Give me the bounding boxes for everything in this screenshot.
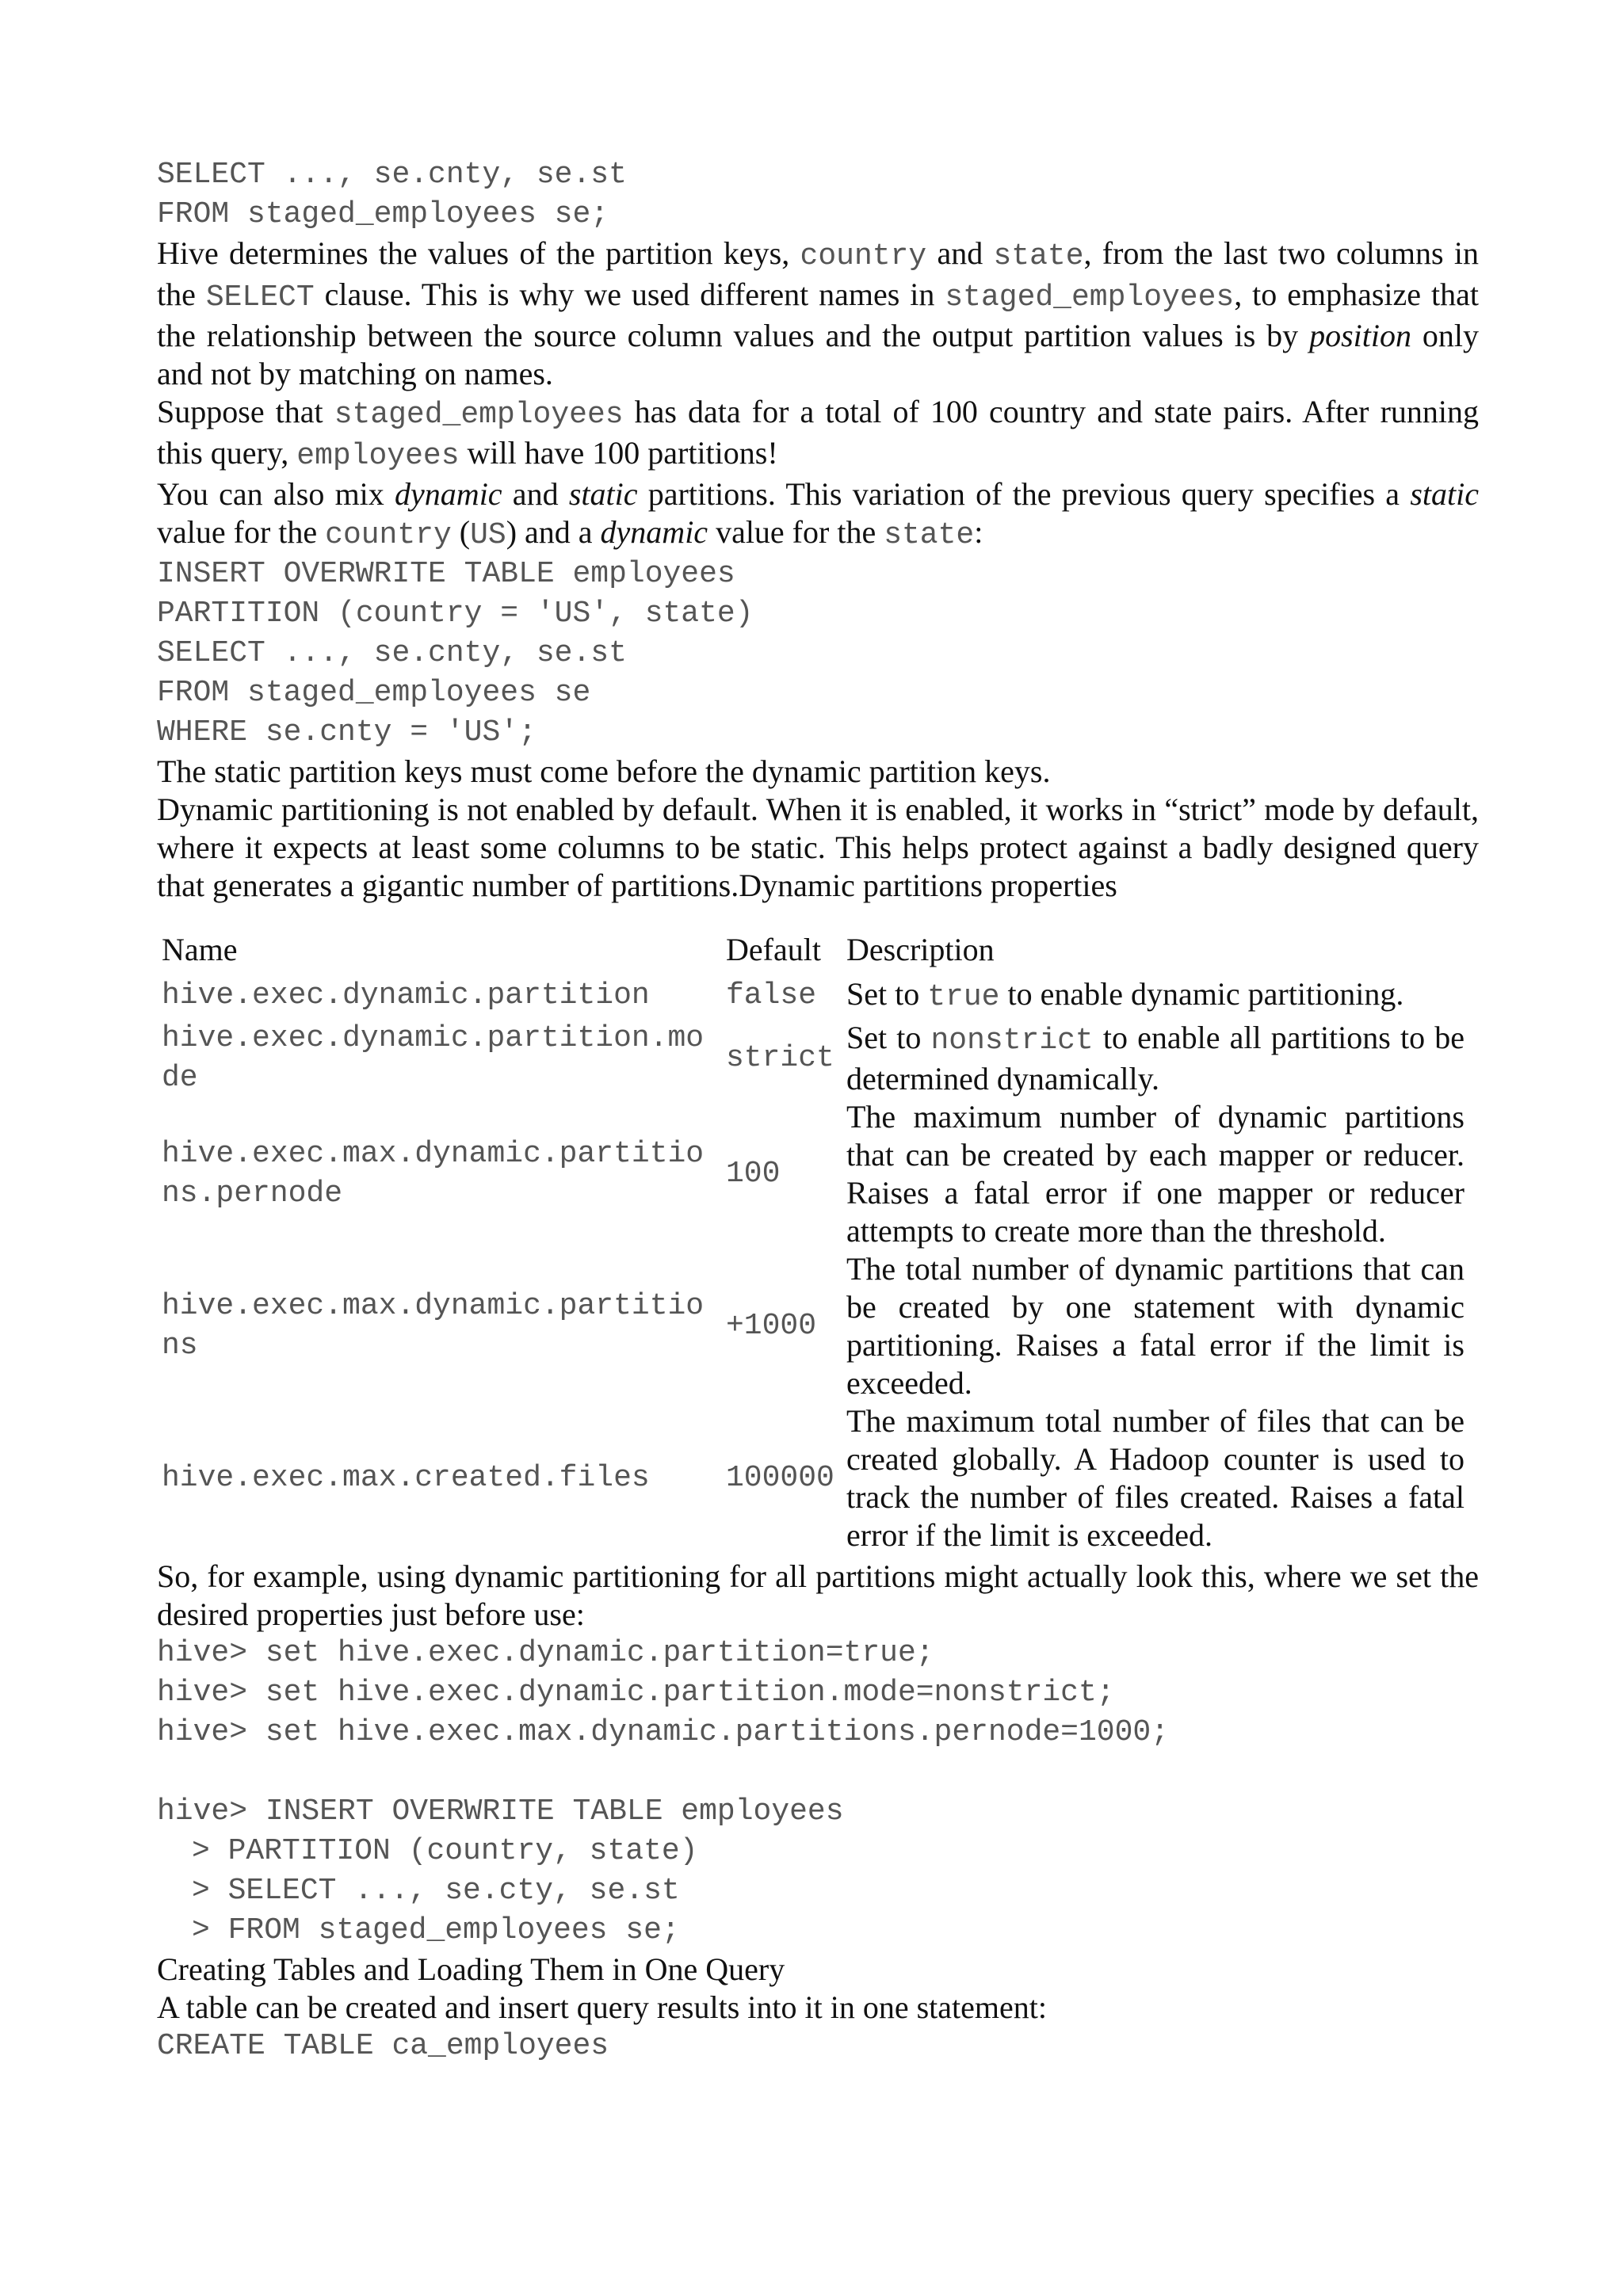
text-run: to enable all partitions to be determined dynamically. (846, 1020, 1465, 1097)
property-description: The total number of dynamic partitions that can be created by one statement with dynamic partitioning. Raises a fatal error if the limit is exceeded. (846, 1251, 1465, 1401)
property-default: +1000 (726, 1309, 817, 1343)
inline-code: country (325, 518, 452, 552)
code-line: hive> set hive.exec.max.dynamic.partitions.pernode=1000; (157, 1715, 1170, 1749)
text-run: and (502, 476, 569, 512)
property-name: hive.exec.max.dynamic.partitions.pernode (162, 1137, 705, 1211)
property-description (842, 973, 1469, 1019)
paragraph-static-before-dynamic: The static partition keys must come before the dynamic partition keys. (157, 753, 1051, 789)
emphasis: dynamic (600, 514, 708, 550)
inline-code: staged_employees (945, 280, 1235, 315)
code-line: hive> INSERT OVERWRITE TABLE employees (157, 1794, 844, 1829)
code-line: WHERE se.cnty = 'US'; (157, 715, 537, 749)
inline-code: staged_employees (334, 398, 624, 432)
property-description (842, 1019, 1469, 1098)
inline-code: nonstrict (930, 1024, 1094, 1058)
property-name: hive.exec.max.created.files (162, 1461, 650, 1495)
text-run: value for the (157, 514, 326, 550)
code-line: CREATE TABLE ca_employees (157, 2029, 609, 2063)
code-block-set-properties (157, 1634, 1479, 1753)
text-run: will have 100 partitions! (459, 435, 778, 471)
inline-code: state (993, 239, 1084, 273)
table-row (157, 973, 1469, 1019)
text-run: ) and a (506, 514, 601, 550)
property-name: hive.exec.dynamic.partition.mode (162, 1021, 705, 1095)
property-name: hive.exec.max.dynamic.partitions (162, 1289, 705, 1363)
paragraph-100-partitions (157, 393, 1479, 475)
text-run: , to emphasize that the relationship between the source column values and the output partition values is by (157, 277, 1479, 353)
code-line: > PARTITION (country, state) (192, 1834, 698, 1868)
text-run: , from the last two columns in the (157, 235, 1479, 312)
table-header-name: Name (162, 932, 238, 967)
spacer (157, 1753, 1479, 1792)
table-header-description: Description (846, 932, 995, 967)
document-page (157, 155, 1479, 2066)
table-row (157, 1098, 1469, 1250)
text-run: Set to (846, 1020, 931, 1055)
property-name: hive.exec.dynamic.partition (162, 978, 650, 1013)
paragraph-example-intro: So, for example, using dynamic partitioning for all partitions might actually look this, where we set the desired properties just before use: (157, 1558, 1479, 1632)
emphasis: position (1309, 318, 1411, 353)
table-header-row (157, 927, 1469, 973)
property-default: strict (726, 1041, 834, 1075)
code-line: > SELECT ..., se.cty, se.st (192, 1874, 680, 1908)
text-run: only and not by matching on names. (157, 318, 1479, 391)
code-block-static-dynamic (157, 555, 1479, 753)
properties-table (157, 927, 1469, 1554)
code-line: FROM staged_employees se; (157, 197, 609, 231)
emphasis: static (1410, 476, 1479, 512)
property-description: The maximum number of dynamic partitions that can be created by each mapper or reducer. Raises a fatal error if one mapper or reducer attempts to create more than the threshold. (846, 1099, 1465, 1249)
paragraph-partition-keys (157, 235, 1479, 393)
paragraph-mix-partitions (157, 475, 1479, 555)
code-line: FROM staged_employees se (157, 676, 591, 710)
inline-code: SELECT (205, 280, 315, 315)
text-run: You can also mix (157, 476, 395, 512)
text-run: clause. This is why we used different names in (314, 277, 945, 312)
table-row (157, 1250, 1469, 1402)
section-heading: Creating Tables and Loading Them in One Query (157, 1951, 785, 1987)
text-run: partitions. This variation of the previous query specifies a (637, 476, 1411, 512)
code-line: hive> set hive.exec.dynamic.partition.mode=nonstrict; (157, 1676, 1115, 1710)
code-line: INSERT OVERWRITE TABLE employees (157, 557, 735, 591)
inline-code: employees (296, 439, 460, 473)
text-run: to enable dynamic partitioning. (999, 976, 1404, 1012)
inline-code: state (884, 518, 975, 552)
code-line: > FROM staged_employees se; (192, 1913, 680, 1947)
paragraph-create-insert: A table can be created and insert query results into it in one statement: (157, 1989, 1047, 2025)
code-line: SELECT ..., se.cnty, se.st (157, 158, 627, 192)
property-description: The maximum total number of files that can be created globally. A Hadoop counter is used to track the number of files created. Raises a fatal error if the limit is exceeded. (846, 1403, 1465, 1553)
emphasis: static (568, 476, 638, 512)
text-run: value for the (708, 514, 884, 550)
table-row (157, 1019, 1469, 1098)
text-run: and (926, 235, 994, 271)
inline-code: true (927, 980, 1000, 1014)
text-run: ( (451, 514, 471, 550)
text-run: Hive determines the values of the partition keys, (157, 235, 800, 271)
text-run: Set to (846, 976, 928, 1012)
inline-code: US (470, 518, 506, 552)
code-block-create-table (157, 2027, 1479, 2066)
text-run: has data for a total of 100 country and state pairs. After running this query, (157, 394, 1480, 471)
code-line: SELECT ..., se.cnty, se.st (157, 636, 627, 670)
code-block-insert-overwrite (157, 1792, 1479, 1951)
code-line: hive> set hive.exec.dynamic.partition=true; (157, 1636, 934, 1670)
property-default: 100 (726, 1157, 781, 1191)
text-run: : (974, 514, 983, 550)
emphasis: dynamic (395, 476, 502, 512)
table-header-default: Default (726, 932, 821, 967)
code-line: PARTITION (country = 'US', state) (157, 597, 754, 631)
code-block-top (157, 155, 1479, 235)
property-default: false (726, 978, 817, 1013)
property-default: 100000 (726, 1461, 834, 1495)
text-run: Suppose that (157, 394, 334, 429)
paragraph-strict-mode: Dynamic partitioning is not enabled by default. When it is enabled, it works in “strict” mode by default, where it expects at least some columns to be static. This helps protect against a badly designed query that generates a gigantic number of partitions.Dynamic partitions properties (157, 791, 1479, 903)
table-row (157, 1402, 1469, 1554)
inline-code: country (800, 239, 927, 273)
